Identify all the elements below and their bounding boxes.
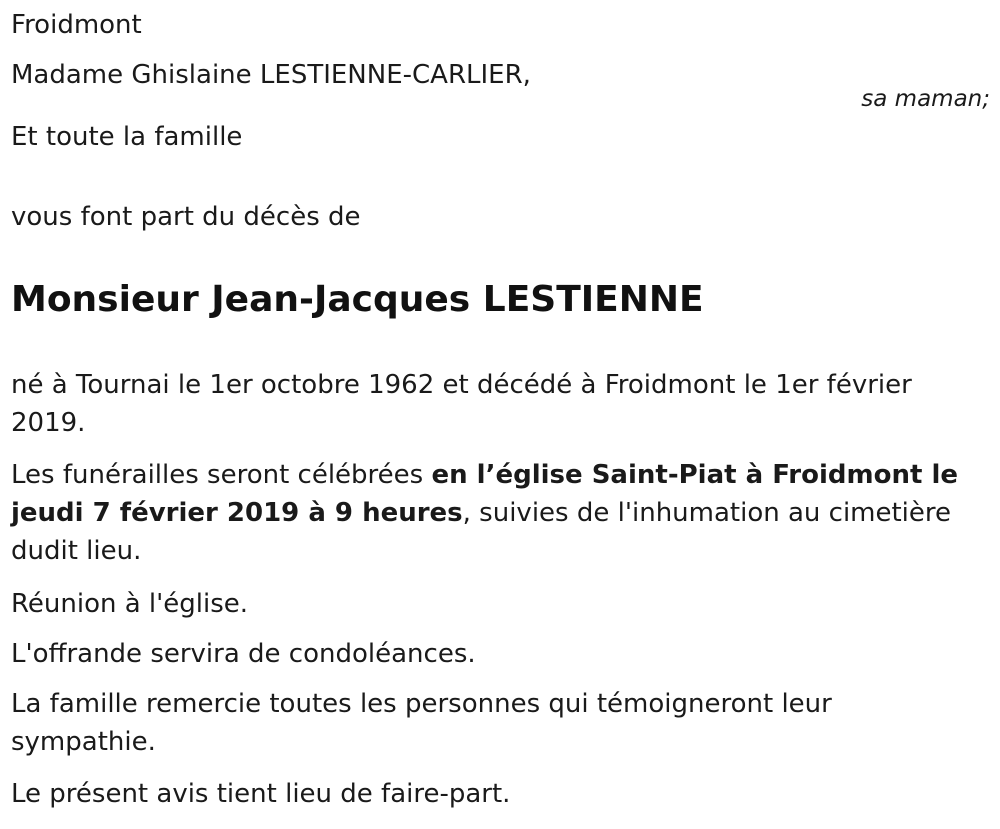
mourner-relation: sa maman; xyxy=(861,86,990,112)
thanks-text: La famille remercie toutes les personnes qui témoigneront leur sympathie. xyxy=(11,689,832,757)
funeral-suffix: , suivies de l'inhumation au cimetière dudit lieu. xyxy=(11,498,952,566)
funeral-prefix: Les funérailles seront célébrées xyxy=(11,460,432,490)
funeral-details: en l’église Saint-Piat à Froidmont le jeudi 7 février 2019 à 9 heures xyxy=(11,460,958,528)
family-line: Et toute la famille xyxy=(11,122,243,152)
reunion-text: Réunion à l'église. xyxy=(11,589,249,619)
offering-text: L'offrande servira de condoléances. xyxy=(11,639,476,669)
deceased-name: Monsieur Jean-Jacques LESTIENNE xyxy=(11,279,704,320)
notice-text: Le présent avis tient lieu de faire-part. xyxy=(11,779,511,809)
location-text: Froidmont xyxy=(11,10,142,40)
birth-death-text: né à Tournai le 1er octobre 1962 et décédé à Froidmont le 1er février 2019. xyxy=(11,370,912,438)
announcement-text: vous font part du décès de xyxy=(11,202,361,232)
funeral-text xyxy=(11,456,971,570)
mourner-name: Madame Ghislaine LESTIENNE-CARLIER, xyxy=(11,60,531,90)
